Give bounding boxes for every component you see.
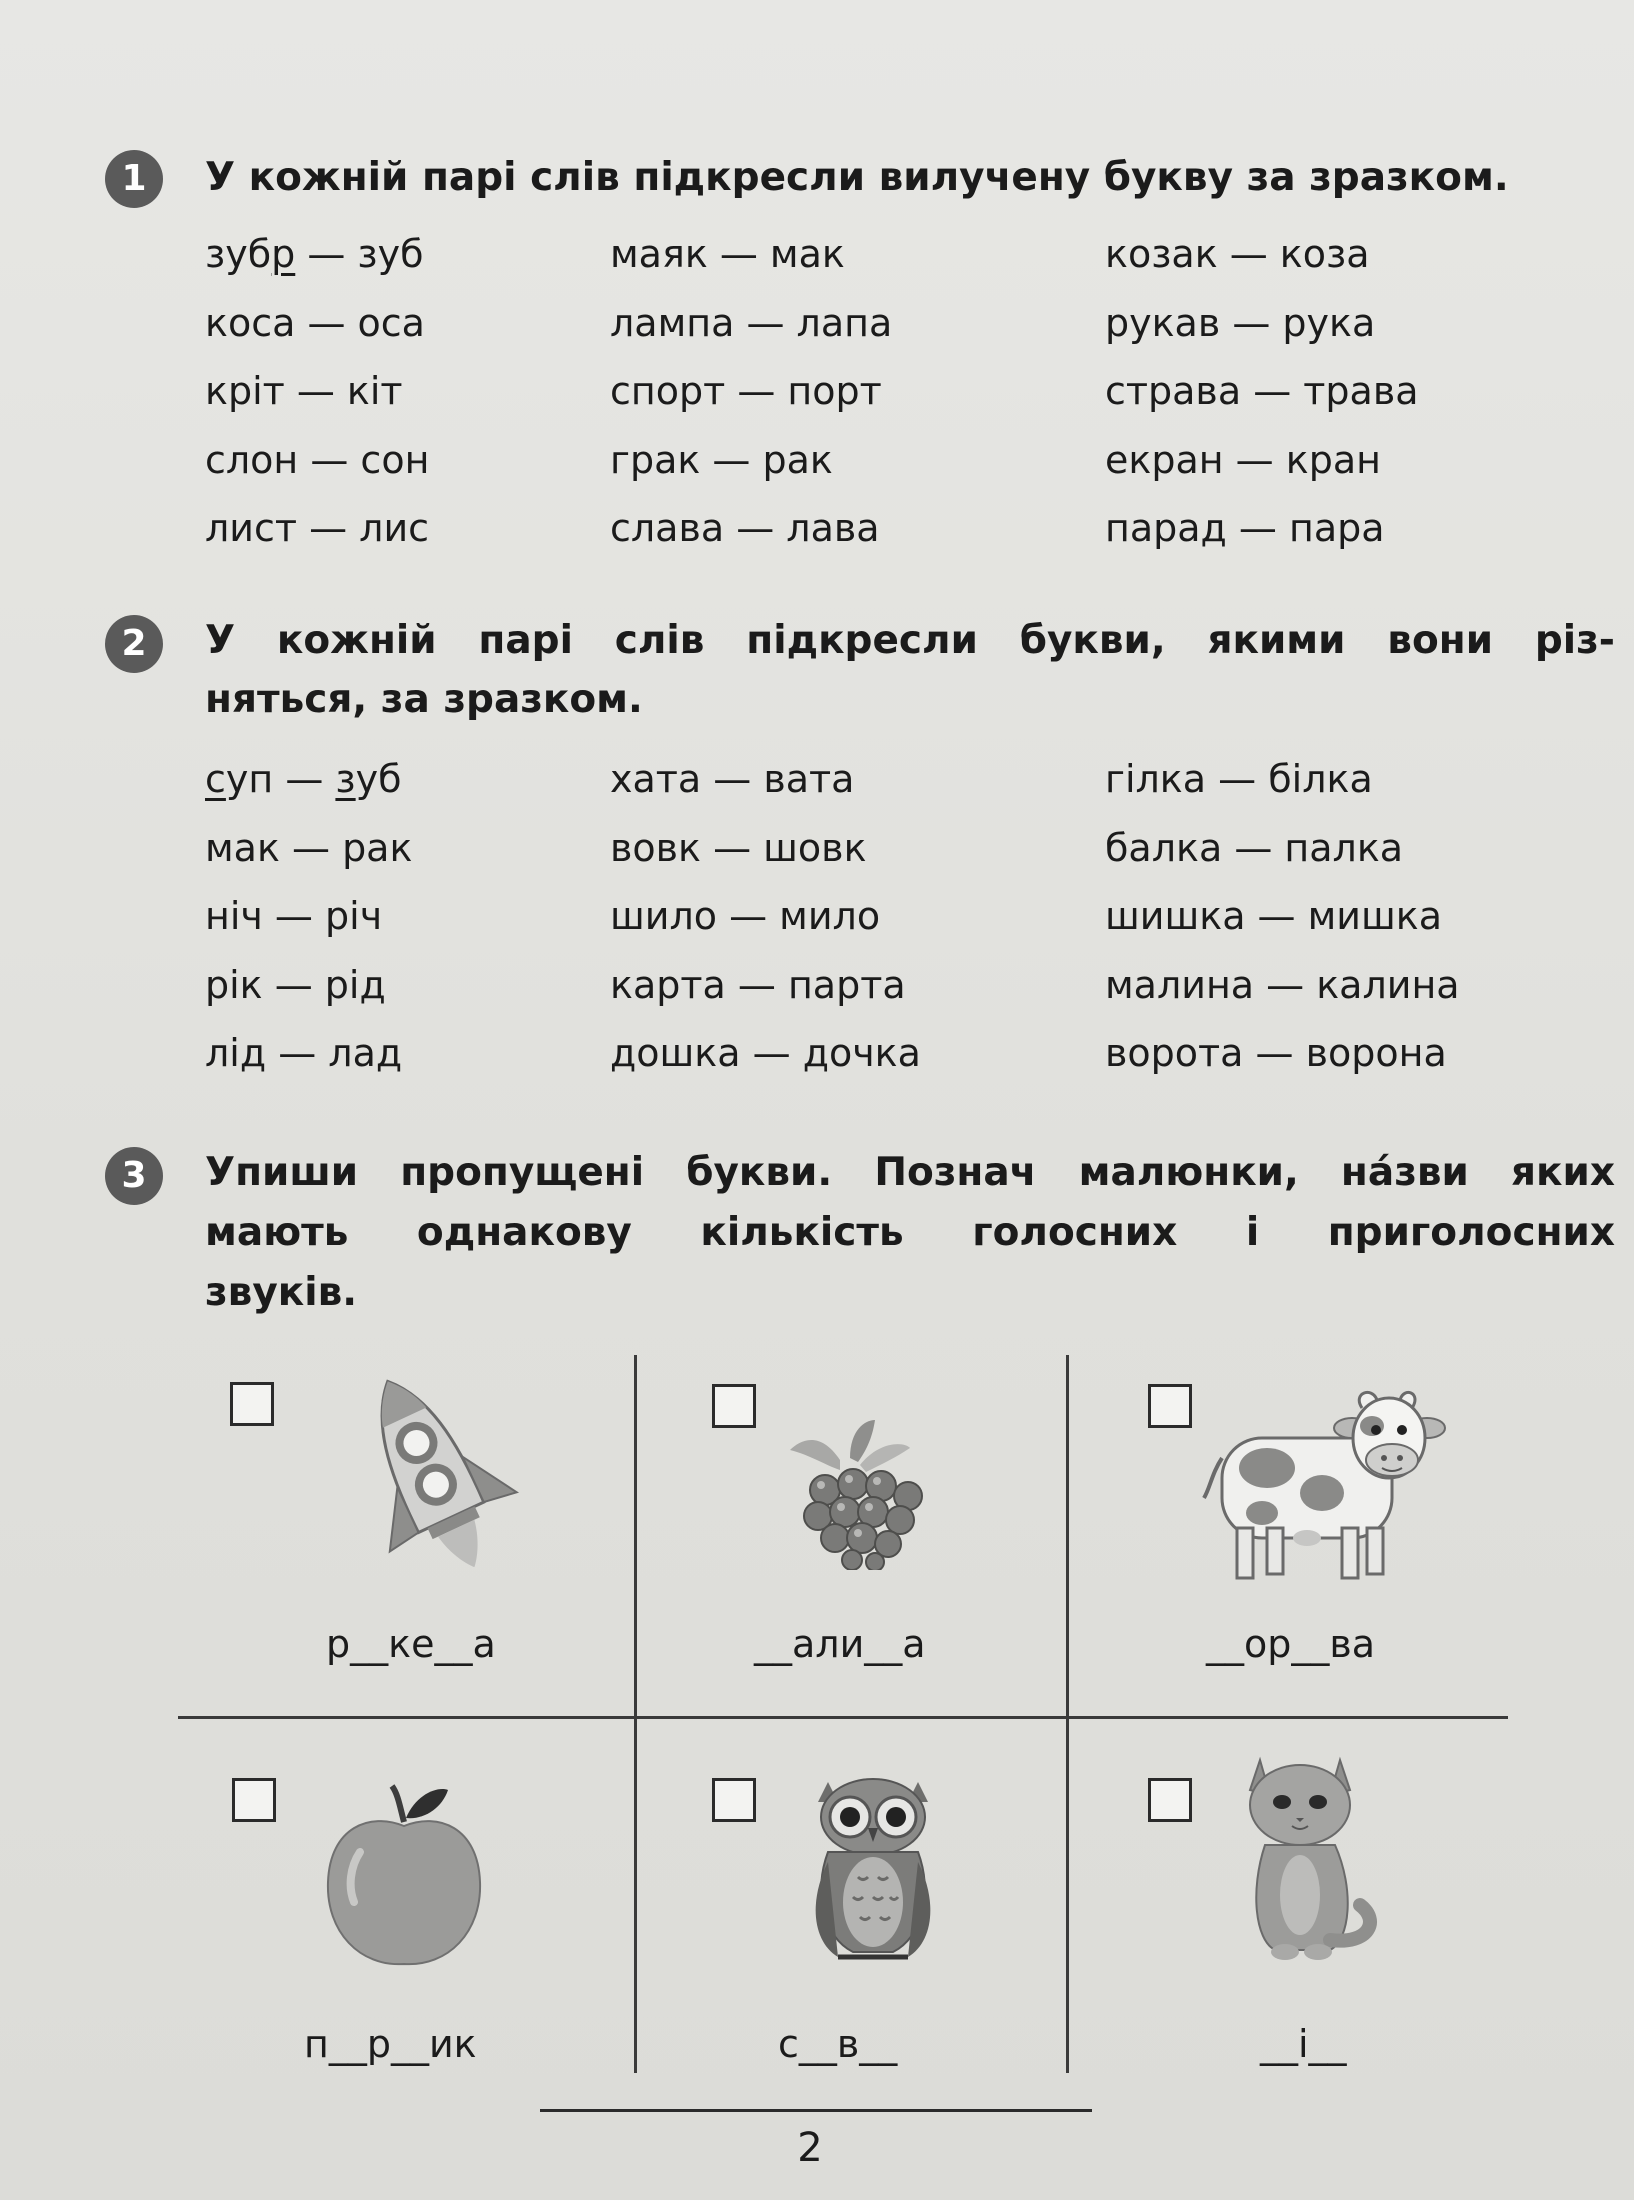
- word-pair: шишка — мишка: [1105, 894, 1443, 938]
- raspberry-icon: [780, 1420, 950, 1570]
- footer-rule: [540, 2109, 1092, 2112]
- page-number: 2: [797, 2125, 823, 2171]
- word-pair: коса — оса: [205, 300, 425, 345]
- word-pair: кріт — кіт: [205, 369, 403, 413]
- example-word-end: — зуб: [295, 232, 424, 276]
- word-pair: лід — лад: [205, 1031, 403, 1075]
- apple-icon: [320, 1782, 490, 1972]
- word-pair: мак — рак: [205, 825, 413, 870]
- grid-divider: [634, 1355, 637, 2073]
- cat-icon: [1230, 1750, 1380, 1980]
- task-2-instruction-line-1: У кожній парі слів підкресли букви, якими вони різ-: [205, 618, 1615, 663]
- task-3-instruction-line-1: Упиши пропущені букви. Познач малюнки, на́зви яких: [205, 1150, 1615, 1195]
- word-pair: малина — калина: [1105, 962, 1460, 1007]
- task-2-example-pair: [205, 745, 610, 814]
- task-3-instruction-line-3: звуків.: [205, 1270, 358, 1315]
- word-pair: страва — трава: [1105, 369, 1419, 413]
- task-number-badge: 2: [105, 615, 163, 673]
- word-pair: гілка — білка: [1105, 757, 1373, 801]
- picture-cell-cat: [1080, 1722, 1480, 2112]
- word-pair: лампа — лапа: [610, 300, 893, 345]
- word-pair: рукав — рука: [1105, 300, 1376, 345]
- missing-letters-word: с__в__: [778, 2022, 898, 2066]
- answer-checkbox[interactable]: [1148, 1778, 1192, 1822]
- picture-cell-owl: [650, 1722, 1050, 2112]
- task-2-word-pairs: [205, 745, 1605, 1088]
- answer-checkbox[interactable]: [712, 1778, 756, 1822]
- example-underlined-letter: з: [335, 757, 356, 801]
- answer-checkbox[interactable]: [1148, 1384, 1192, 1428]
- word-pair: ворота — ворона: [1105, 1031, 1447, 1075]
- word-pair: лист — лис: [205, 506, 430, 550]
- picture-cell-rocket: [200, 1360, 600, 1750]
- example-underlined-letter: с: [205, 757, 226, 801]
- answer-checkbox[interactable]: [712, 1384, 756, 1428]
- task-1-word-pairs: [205, 220, 1605, 563]
- task-2-instruction-line-2: няться, за зразком.: [205, 677, 643, 722]
- grid-divider: [1066, 1355, 1069, 2073]
- missing-letters-word: __і__: [1260, 2022, 1347, 2066]
- picture-cell-cow: [1080, 1360, 1480, 1750]
- word-pair: ніч — річ: [205, 894, 383, 938]
- task-1-instruction: У кожній парі слів підкресли вилучену букву за зразком.: [205, 155, 1509, 200]
- word-pair: спорт — порт: [610, 369, 882, 413]
- example-word-middle: уп —: [225, 757, 336, 801]
- example-underlined-letter: р: [271, 232, 296, 276]
- word-pair: слава — лава: [610, 506, 880, 550]
- answer-checkbox[interactable]: [232, 1778, 276, 1822]
- task-3-instruction-line-2: мають однакову кількість голосних і приголосних: [205, 1210, 1615, 1255]
- picture-cell-apple: [200, 1722, 600, 2112]
- word-pair: слон — сон: [205, 437, 430, 482]
- word-pair: парад — пара: [1105, 506, 1385, 550]
- word-pair: дошка — дочка: [610, 1031, 921, 1075]
- word-pair: козак — коза: [1105, 232, 1370, 276]
- word-pair: маяк — мак: [610, 232, 845, 276]
- word-pair: грак — рак: [610, 437, 833, 482]
- picture-cell-raspberry: [650, 1360, 1050, 1750]
- word-pair: шило — мило: [610, 894, 881, 938]
- missing-letters-word: р__ке__а: [326, 1622, 496, 1666]
- rocket-icon: [330, 1362, 530, 1582]
- task-1-example-pair: [205, 220, 610, 289]
- task-number-badge: 3: [105, 1147, 163, 1205]
- task-number-badge: 1: [105, 150, 163, 208]
- word-pair: балка — палка: [1105, 825, 1404, 870]
- word-pair: рік — рід: [205, 962, 386, 1007]
- example-word-start: зуб: [205, 232, 272, 276]
- word-pair: вовк — шовк: [610, 825, 867, 870]
- word-pair: екран — кран: [1105, 437, 1381, 482]
- answer-checkbox[interactable]: [230, 1382, 274, 1426]
- example-word-end: уб: [355, 757, 402, 801]
- owl-icon: [798, 1762, 948, 1972]
- missing-letters-word: __ор__ва: [1206, 1622, 1376, 1666]
- missing-letters-word: п__р__ик: [304, 2022, 477, 2066]
- cow-icon: [1192, 1378, 1462, 1588]
- word-pair: хата — вата: [610, 757, 855, 801]
- word-pair: карта — парта: [610, 962, 906, 1007]
- missing-letters-word: __али__а: [754, 1622, 926, 1666]
